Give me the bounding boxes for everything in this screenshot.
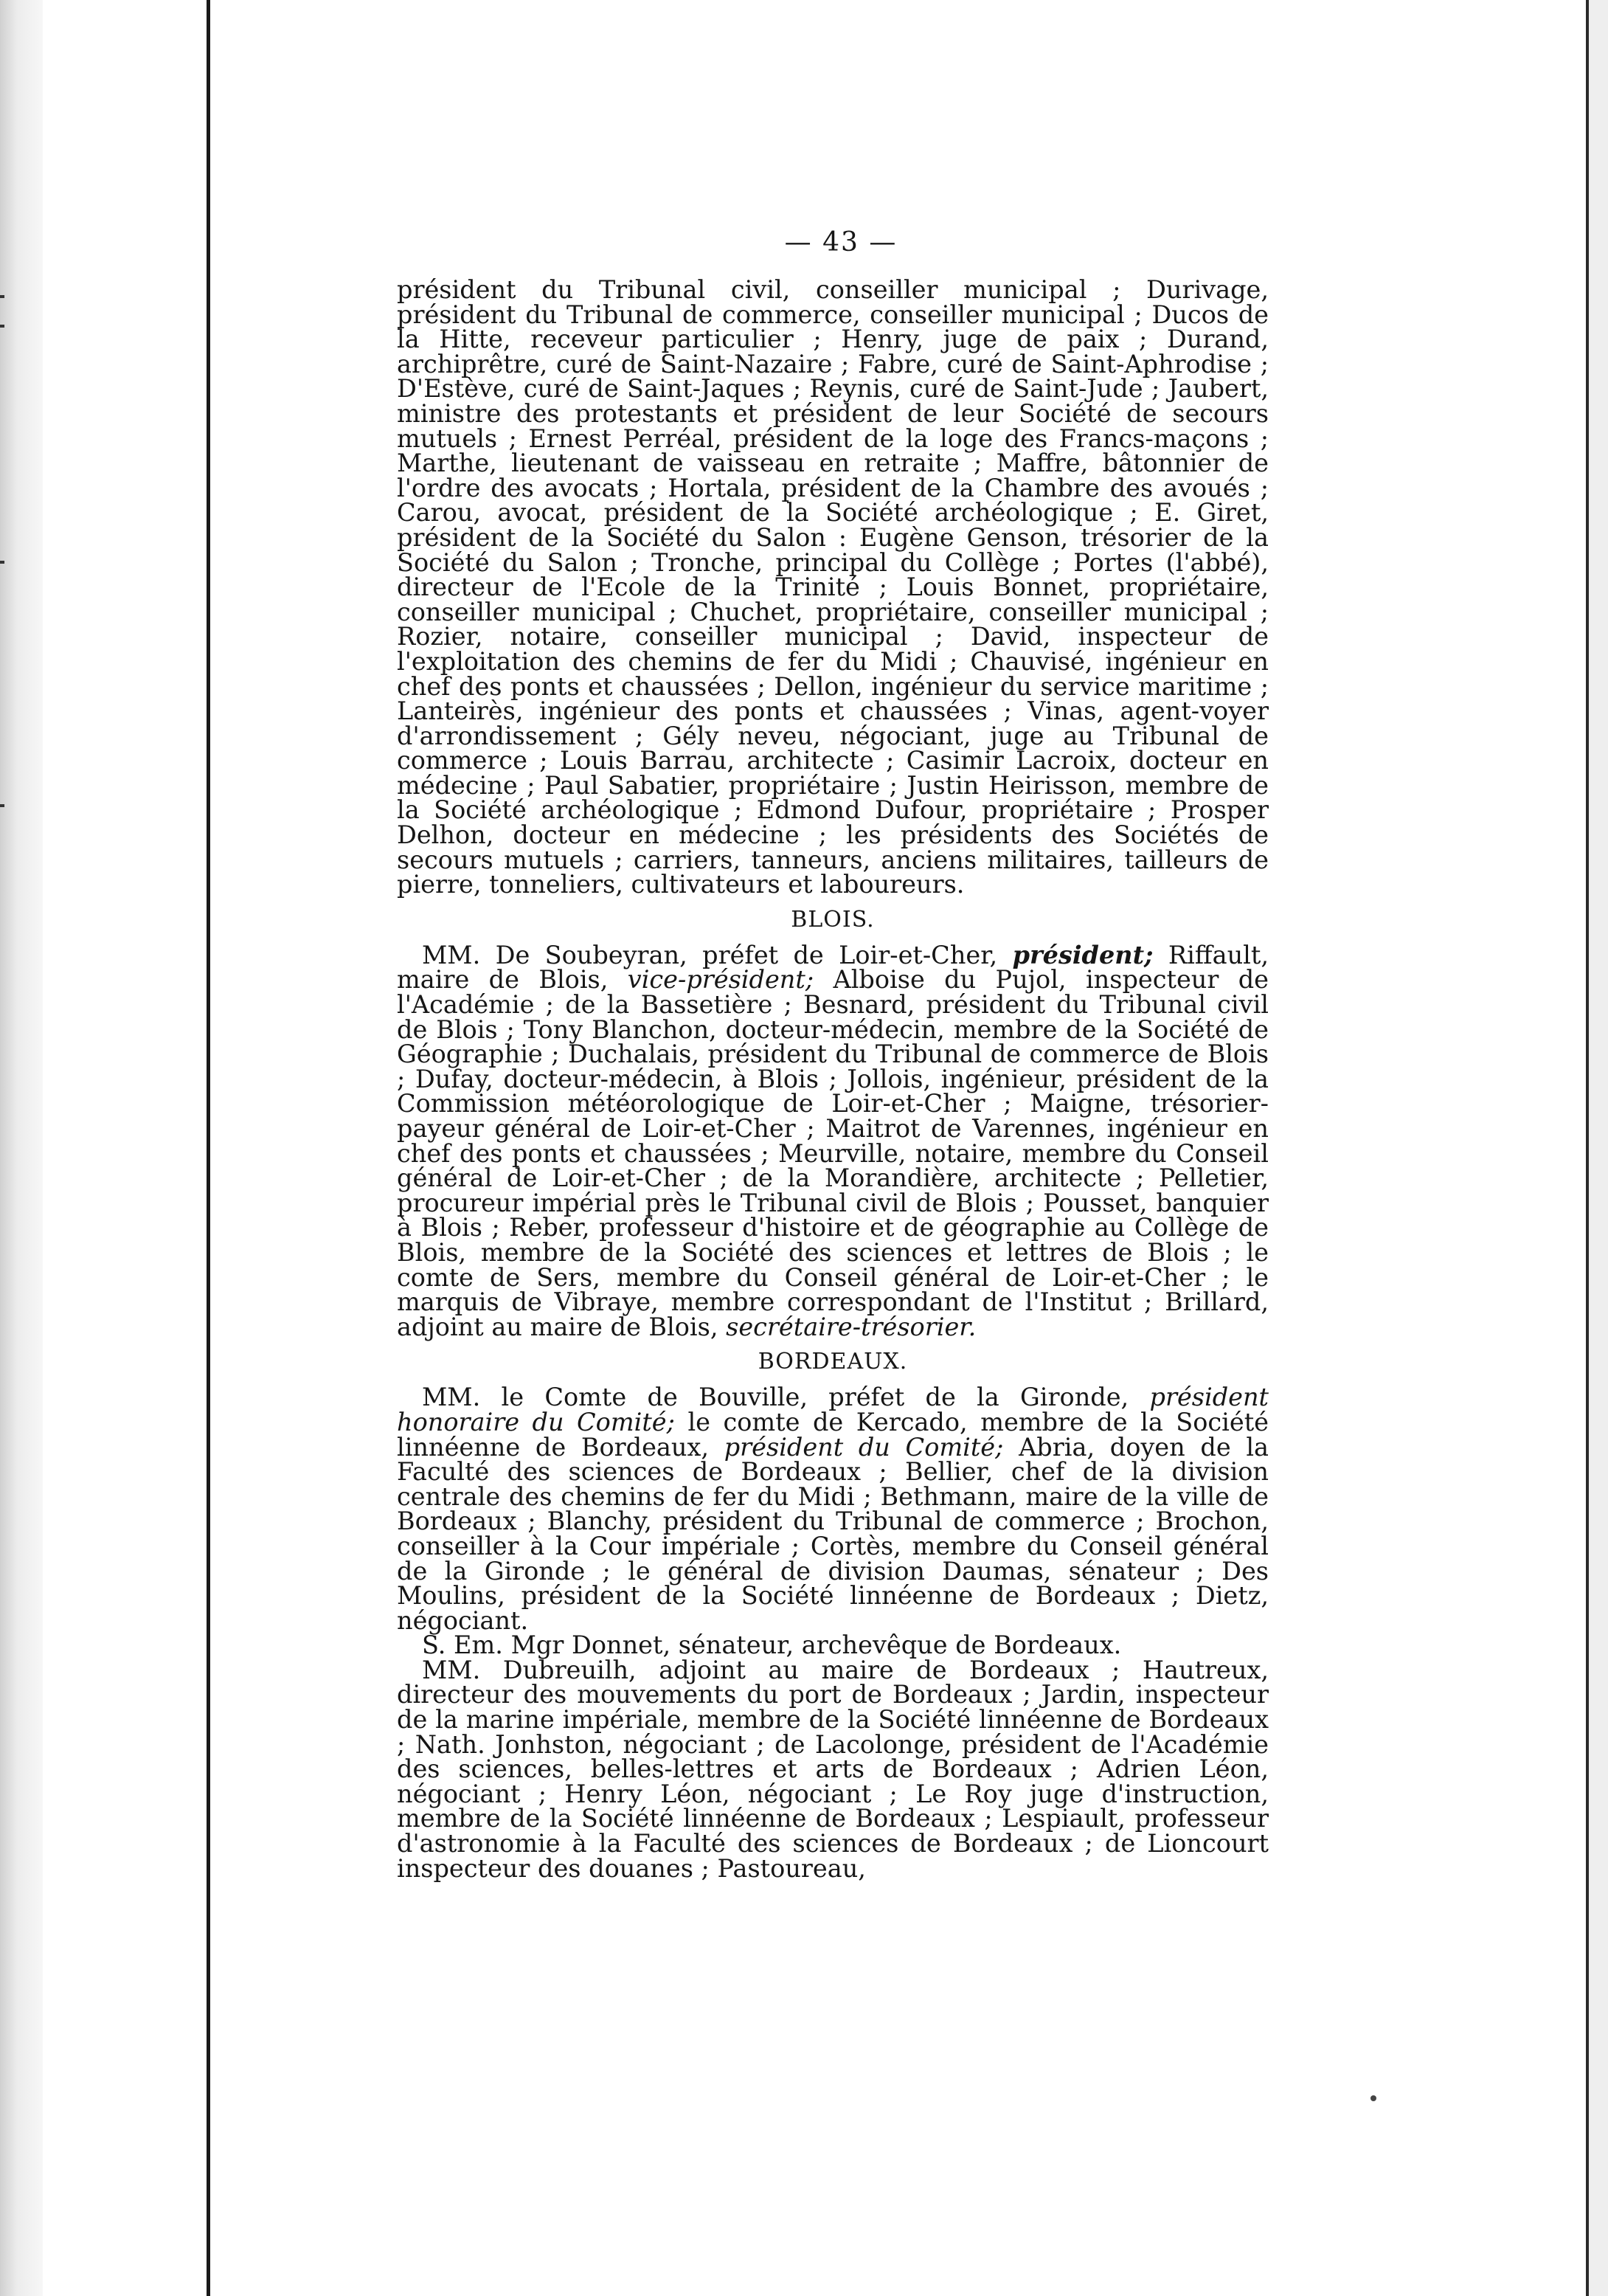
gutter-mark bbox=[0, 804, 4, 807]
page-body bbox=[397, 277, 1269, 1881]
scan-right-margin bbox=[1589, 0, 1608, 2296]
page-number: — 43 — bbox=[784, 227, 898, 257]
blois-text-3: Alboise du Pujol, inspecteur de l'Académie ; de la Bassetière ; Besnard, président du Tribunal civil de Blois ; Tony Blanchon, docteur-médecin, membre de la Société de Géographie ; Duchalais, président du Tribunal de commerce de Blois ; Dufay, docteur-médecin, à Blois ; Jollois, ingénieur, président de la Commission météorologique de Loir-et-Cher ; Maigne, trésorier-payeur général de Loir-et-Cher ; Maitrot de Varennes, ingénieur en chef des ponts et chaussées ; Meurville, notaire, membre du Conseil général de Loir-et-Cher ; de la Morandière, architecte ; Pelletier, procureur impérial près le Tribunal civil de Blois ; Pousset, banquier à Blois ; Reber, professeur d'histoire et de géographie au Collège de Blois, membre de la Société des sciences et lettres de Blois ; le comte de Sers, membre du Conseil général de Loir-et-Cher ; le marquis de Vibraye, membre correspondant de l'Institut ; Brillard, adjoint au maire de Blois, bbox=[397, 965, 1269, 1341]
bordeaux-paragraph-1 bbox=[397, 1385, 1269, 1633]
blois-role-secretary: secrétaire-trésorier. bbox=[726, 1312, 977, 1341]
gutter-mark bbox=[0, 295, 4, 298]
gutter-mark bbox=[0, 561, 4, 564]
bordeaux-text-1a: MM. le Comte de Bouville, préfet de la Gironde, bbox=[422, 1383, 1129, 1412]
blois-role-vice-president: vice-président; bbox=[627, 965, 814, 995]
blois-role-president: président; bbox=[1012, 940, 1154, 969]
section-heading-blois: BLOIS. bbox=[791, 906, 875, 933]
blois-text-1: MM. De Soubeyran, préfet de Loir-et-Cher, bbox=[422, 940, 998, 969]
bordeaux-text-1c: Abria, doyen de la Faculté des sciences de Bordeaux ; Bellier, chef de la division centrale des chemins de fer du Midi ; Bethmann, maire de la ville de Bordeaux ; Blanchy, président du Tribunal de commerce ; Brochon, conseiller à la Cour impériale ; Cortès, membre du Conseil général de la Gironde ; le général de division Daumas, sénateur ; Des Moulins, président de la Société linnéenne de Bordeaux ; Dietz, négociant. bbox=[397, 1432, 1269, 1635]
page-left-border bbox=[207, 0, 210, 2296]
bordeaux-role-president: président du Comité; bbox=[724, 1432, 1004, 1462]
toulouse-paragraph: président du Tribunal civil, conseiller municipal ; Durivage, président du Tribunal de commerce, conseiller municipal ; Ducos de la Hitte, receveur particulier ; Henry, juge de paix ; Durand, archiprêtre, curé de Saint-Nazaire ; Fabre, curé de Saint-Aphrodise ; D'Estève, curé de Saint-Jaques ; Reynis, curé de Saint-Jude ; Jaubert, ministre des protestants et président de leur Société de secours mutuels ; Ernest Perréal, président de la loge des Francs-maçons ; Marthe, lieutenant de vaisseau en retraite ; Maffre, bâtonnier de l'ordre des avocats ; Hortala, président de la Chambre des avoués ; Carou, avocat, président de la Société archéologique ; E. Giret, président de la Société du Salon : Eugène Genson, trésorier de la Société du Salon ; Tronche, principal du Collège ; Portes (l'abbé), directeur de l'Ecole de la Trinité ; Louis Bonnet, propriétaire, conseiller municipal ; Chuchet, propriétaire, conseiller municipal ; Rozier, notaire, conseiller municipal ; David, inspecteur de l'exploitation des chemins de fer du Midi ; Chauvisé, ingénieur en chef des ponts et chaussées ; Dellon, ingénieur du service maritime ; Lanteirès, ingénieur des ponts et chaussées ; Vinas, agent-voyer d'arrondissement ; Gély neveu, négociant, juge au Tribunal de commerce ; Louis Barrau, architecte ; Casimir Lacroix, docteur en médecine ; Paul Sabatier, propriétaire ; Justin Heirisson, membre de la Société archéologique ; Edmond Dufour, propriétaire ; Prosper Delhon, docteur en médecine ; les présidents des Sociétés de secours mutuels ; carriers, tanneurs, anciens militaires, tailleurs de pierre, tonneliers, cultivateurs et laboureurs. bbox=[397, 275, 1269, 899]
ink-speck bbox=[1370, 2095, 1376, 2101]
blois-paragraph bbox=[397, 940, 1269, 1341]
section-heading-bordeaux: BORDEAUX. bbox=[758, 1349, 908, 1375]
bordeaux-paragraph-2: S. Em. Mgr Donnet, sénateur, archevêque de Bordeaux. bbox=[422, 1631, 1122, 1660]
bordeaux-role-honorary-president: président honoraire du Comité; bbox=[397, 1383, 1269, 1436]
gutter-mark bbox=[0, 325, 4, 328]
blois-text-2: Riffault, maire de Blois, bbox=[397, 940, 1269, 995]
bordeaux-paragraph-3: MM. Dubreuilh, adjoint au maire de Bordeaux ; Hautreux, directeur des mouvements du port de Bordeaux ; Jardin, inspecteur de la marine impériale, membre de la Société linnéenne de Bordeaux ; Nath. Jonhston, négociant ; de Lacolonge, président de l'Académie des sciences, belles-lettres et arts de Bordeaux ; Adrien Léon, négociant ; Henry Léon, négociant ; Le Roy juge d'instruction, membre de la Société linnéenne de Bordeaux ; Lespiault, professeur d'astronomie à la Faculté des sciences de Bordeaux ; de Lioncourt inspecteur des douanes ; Pastoureau, bbox=[397, 1655, 1269, 1883]
bordeaux-text-1b: le comte de Kercado, membre de la Société linnéenne de Bordeaux, bbox=[397, 1407, 1269, 1462]
scan-left-margin bbox=[0, 0, 43, 2296]
